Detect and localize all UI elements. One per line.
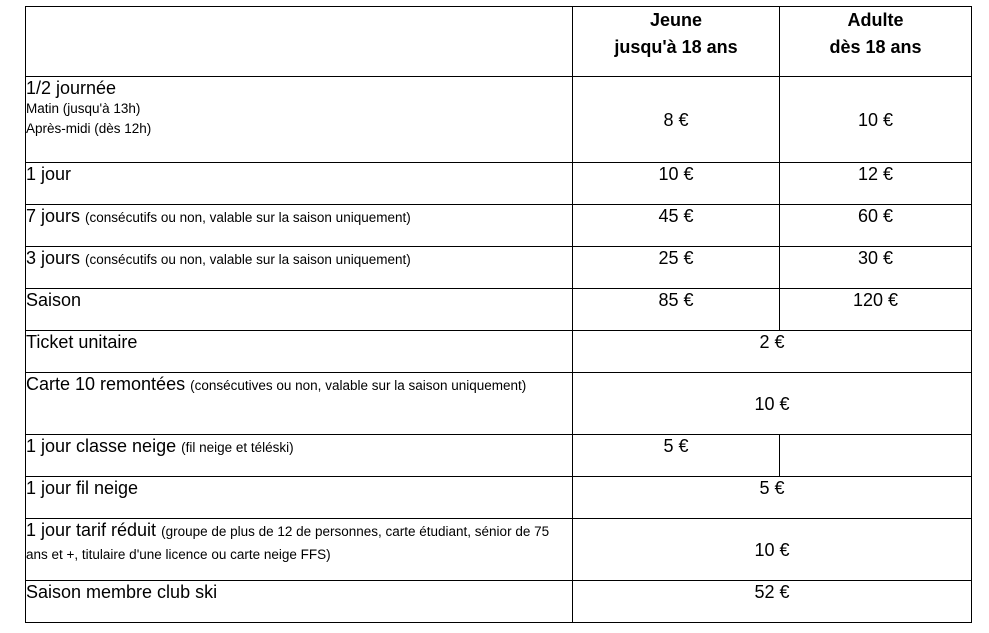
tarifs-table <box>25 6 972 623</box>
row-note: (consécutives ou non, valable sur la saison uniquement) <box>190 378 527 393</box>
row-label: 3 jours <box>26 248 81 268</box>
table-row <box>26 331 972 373</box>
row-label: 1 jour classe neige <box>26 436 177 456</box>
row-sub-afternoon: Après-midi (dès 12h) <box>26 121 152 136</box>
price-unique: 2 € <box>573 331 972 373</box>
row-label-cell <box>26 581 573 623</box>
table-row <box>26 77 972 163</box>
row-sub-morning: Matin (jusqu'à 13h) <box>26 101 141 116</box>
table-row <box>26 435 972 477</box>
row-note: (consécutifs ou non, valable sur la saison uniquement) <box>85 252 411 267</box>
price-adulte: 12 € <box>780 163 972 205</box>
price-unique: 52 € <box>573 581 972 623</box>
price-jeune: 8 € <box>573 77 780 163</box>
row-label: 1 jour <box>26 164 72 184</box>
row-label-cell <box>26 435 573 477</box>
row-label: 1/2 journée <box>26 78 117 98</box>
price-unique: 5 € <box>573 477 972 519</box>
price-adulte: 10 € <box>780 77 972 163</box>
header-jeune-line1: Jeune <box>649 10 703 30</box>
price-jeune: 85 € <box>573 289 780 331</box>
header-adulte-line1: Adulte <box>847 10 904 30</box>
row-label-cell <box>26 247 573 289</box>
header-row <box>26 7 972 77</box>
price-jeune: 5 € <box>573 435 780 477</box>
header-jeune <box>573 7 780 77</box>
table-row <box>26 247 972 289</box>
row-label: Saison membre club ski <box>26 582 218 602</box>
table-row <box>26 477 972 519</box>
header-jeune-line2: jusqu'à 18 ans <box>614 37 738 57</box>
price-unique: 10 € <box>573 373 972 435</box>
row-label-cell <box>26 519 573 581</box>
table-row <box>26 519 972 581</box>
table-row <box>26 205 972 247</box>
row-label: 7 jours <box>26 206 81 226</box>
header-empty-cell <box>26 7 573 77</box>
table-row <box>26 373 972 435</box>
row-label: Saison <box>26 290 82 310</box>
header-adulte <box>780 7 972 77</box>
row-label: 1 jour tarif réduit <box>26 520 157 540</box>
price-adulte: 120 € <box>780 289 972 331</box>
price-unique: 10 € <box>573 519 972 581</box>
price-jeune: 25 € <box>573 247 780 289</box>
price-jeune: 10 € <box>573 163 780 205</box>
row-label-cell <box>26 205 573 247</box>
row-label-cell <box>26 77 573 163</box>
row-note: (consécutifs ou non, valable sur la saison uniquement) <box>85 210 411 225</box>
price-adulte: 30 € <box>780 247 972 289</box>
table-row <box>26 289 972 331</box>
row-label-cell <box>26 477 573 519</box>
price-adulte-empty <box>780 435 972 477</box>
price-adulte: 60 € <box>780 205 972 247</box>
row-label-cell <box>26 163 573 205</box>
row-label-cell <box>26 331 573 373</box>
table-row <box>26 581 972 623</box>
row-label: Carte 10 remontées <box>26 374 186 394</box>
price-jeune: 45 € <box>573 205 780 247</box>
header-adulte-line2: dès 18 ans <box>829 37 922 57</box>
row-label-cell <box>26 289 573 331</box>
table-row <box>26 163 972 205</box>
row-note: (groupe de plus de 12 de personnes, carte étudiant, sénior de 75 ans et +, titulaire d'une licence ou carte neige FFS) <box>26 524 550 562</box>
row-label: Ticket unitaire <box>26 332 138 352</box>
row-note: (fil neige et téléski) <box>181 440 294 455</box>
row-label-cell <box>26 373 573 435</box>
row-label: 1 jour fil neige <box>26 478 139 498</box>
